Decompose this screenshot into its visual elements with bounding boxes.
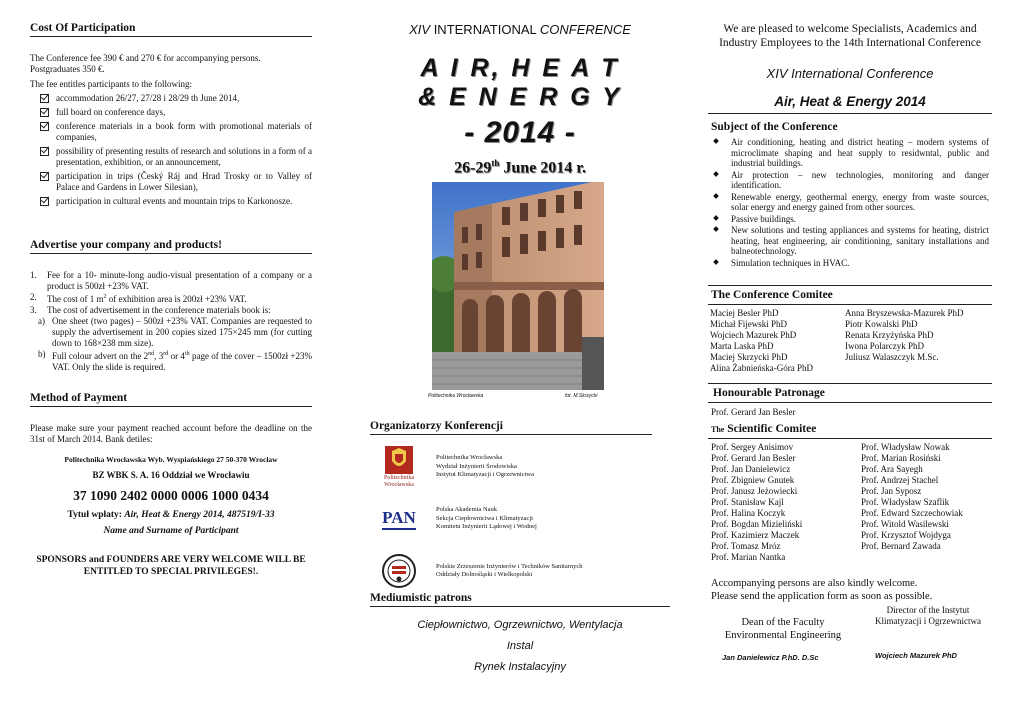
list-item: Prof. Janusz Jeżowiecki — [711, 486, 798, 496]
list-item: Prof. Tomasz Mróz — [711, 541, 781, 551]
director-signature-block: Director of the Instytut Klimatyzacji i Ogrzewnictwa — [875, 605, 981, 626]
welcome-text: We are pleased to welcome Specialists, Academics and Industry Employees to the 14th International Conference — [719, 23, 981, 49]
patronage-section — [708, 383, 992, 417]
list-item: Prof. Władysław Szaflik — [861, 497, 950, 507]
list-item: 3. The cost of advertisement in the conference materials book is: — [30, 305, 271, 315]
checkbox-icon — [40, 94, 49, 103]
list-item: Prof. Bogdan Mizieliński — [711, 519, 803, 529]
list-item: Maciej Skrzycki PhD — [710, 352, 788, 362]
university-crest-icon: Politechnika Wrocławska — [374, 445, 424, 489]
list-item: Air conditioning, heating and district heating – modern systems of microclimate shaping and heat supply to residwntal, public and industrial buildings. — [711, 137, 989, 169]
list-item: New solutions and testing appliances and systems for heating, district heating, heat engineering, air conditioning, sanitary installations and balneotechnology. — [711, 225, 989, 257]
fee-entitles: The fee entitles participants to the following: — [30, 79, 192, 89]
photo-caption-left: Politechnika Wrocławska — [428, 393, 484, 399]
list-item: 1. Fee for a 10- minute-long audio-visual presentation of a company or a product is 500zł +23% VAT. — [30, 270, 312, 291]
fees-list — [30, 270, 312, 316]
patron-name: Prof. Gerard Jan Besler — [708, 402, 992, 417]
title-year: - 2014 - — [464, 116, 576, 149]
checkbox-icon — [40, 172, 49, 181]
advertise-section — [30, 239, 312, 373]
checkbox-icon — [40, 147, 49, 156]
payment-section — [30, 392, 312, 578]
bullet-icon — [713, 138, 719, 144]
subject-section — [711, 121, 989, 269]
building-image — [432, 182, 604, 390]
list-item: Renewable energy, geothermal energy, energy from waste sources, solar energy and energy gained from other sources. — [711, 192, 989, 213]
title-line-1: A I R, H E A T — [420, 54, 620, 82]
sub-item-b: b) Full colour advert on the 2nd, 3rd or 4th page of the cover – 1500zł +23% VAT. Only the slide is required. — [38, 349, 313, 372]
list-item: conference materials in a book form with promotional materials of companies, — [30, 121, 312, 143]
dean-signature-block: Dean of the Faculty Environmental Engineering — [724, 617, 842, 641]
list-item: Prof. Stanisław Kajl — [711, 497, 784, 507]
list-item: Piotr Kowalski PhD — [845, 319, 918, 329]
conference-name: Air, Heat & Energy 2014 — [708, 94, 992, 114]
list-item: Prof. Bernard Zawada — [861, 541, 941, 551]
list-item: Prof. Ara Sayegh — [861, 464, 923, 474]
committee-header: The Conference Comitee — [711, 289, 833, 301]
list-item: Prof. Gerard Jan Besler — [711, 453, 796, 463]
closing-line: Please send the application form as soon as possible. — [711, 590, 933, 602]
bank-name: BZ WBK S. A. 16 Oddział we Wrocławiu — [92, 470, 250, 480]
media-patron: Instal — [506, 640, 534, 652]
list-item: Simulation techniques in HVAC. — [711, 258, 989, 269]
director-name: Wojciech Mazurek PhD — [875, 651, 957, 660]
bullet-icon — [713, 215, 719, 221]
building-photo — [432, 182, 604, 390]
cost-section — [30, 22, 312, 210]
list-item: Iwona Polarczyk PhD — [845, 341, 925, 351]
bullet-icon — [713, 259, 719, 265]
list-item: Prof. Krzysztof Wojdyga — [861, 530, 951, 540]
fee-paragraph: The Conference fee 390 € and 270 € for accompanying persons. Postgraduates 350 €. — [30, 53, 261, 74]
cost-header: Cost Of Participation — [30, 22, 312, 37]
list-item: Prof. Marian Nantka — [711, 552, 786, 562]
scientific-section — [708, 421, 992, 563]
organizers-header: Organizatorzy Konferencji — [370, 420, 652, 435]
list-item: Michał Fijewski PhD — [710, 319, 788, 329]
list-item: possibility of presenting results of research and solutions in a form of a presentation, exhibition, or an announcement, — [30, 146, 312, 168]
list-item: Prof. Halina Koczyk — [711, 508, 786, 518]
entitlement-list — [30, 93, 312, 207]
list-item: Prof. Sergey Anisimov — [711, 442, 794, 452]
list-item: Maciej Besler PhD — [710, 308, 779, 318]
scientific-header: The Scientific Comitee — [711, 423, 817, 435]
payment-paragraph: Please make sure your payment reached account before the deadline on the 31st of March 2014. Bank detiles: — [30, 423, 312, 444]
conference-dates: 26-29th June 2014 r. — [454, 158, 586, 177]
subject-header: Subject of the Conference — [711, 121, 838, 133]
bank-address: Politechnika Wrocławska Wyb. Wyspiańskiego 27 50-370 Wrocław — [64, 455, 278, 464]
dean-name: Jan Danielewicz P.hD. D.Sc — [722, 653, 819, 662]
checkbox-icon — [40, 108, 49, 117]
closing-line: Accompanying persons are also kindly welcome. — [711, 578, 918, 589]
list-item: Juliusz Walaszczyk M.Sc. — [845, 352, 939, 362]
conference-label: XIV INTERNATIONAL CONFERENCE — [409, 22, 631, 37]
closing-text — [711, 578, 991, 603]
patronage-header: Honourable Patronage — [713, 387, 825, 399]
list-item: Wojciech Mazurek PhD — [710, 330, 797, 340]
media-section — [370, 592, 670, 673]
list-item: Prof. Jan Syposz — [861, 486, 922, 496]
bullet-icon — [713, 193, 719, 199]
list-item: Prof. Jan Danielewicz — [711, 464, 791, 474]
payment-header: Method of Payment — [30, 392, 312, 407]
bullet-icon — [713, 171, 719, 177]
sponsors-note: SPONSORS and FOUNDERS ARE VERY WELCOME WILL BE ENTITLED TO SPECIAL PRIVILEGES!. — [36, 555, 306, 577]
subject-list — [711, 137, 989, 268]
pan-logo-icon: PAN — [374, 497, 424, 541]
bullet-icon — [713, 226, 719, 232]
list-item: Anna Bryszewska-Mazurek PhD — [845, 308, 964, 318]
list-item: Air protection – new technologies, monitoring and danger identification. — [711, 170, 989, 191]
list-item: Prof. Władysław Nowak — [861, 442, 950, 452]
advertise-header: Advertise your company and products! — [30, 239, 312, 254]
list-item: Renata Krzyżyńska PhD — [845, 330, 934, 340]
list-item: Passive buildings. — [711, 214, 989, 225]
organizer-row: PAN Polska Akademia Nauk Sekcja Ciepłownictwa i Klimatyzacji Komitetu Inżynierii Lądowej i Wodnej — [374, 497, 652, 541]
committee-section — [708, 285, 992, 374]
checkbox-icon — [40, 197, 49, 206]
pzits-seal-icon — [374, 549, 424, 593]
account-number: 37 1090 2402 0000 0006 1000 0434 — [73, 488, 269, 503]
list-item: participation in trips (Český Ráj and Hrad Trosky or to Valley of Palace and Gardens in Lower Silesian), — [30, 171, 312, 193]
list-item: Alina Żabnieńska-Góra PhD — [710, 363, 813, 373]
list-item: Prof. Andrzej Stachel — [861, 475, 939, 485]
checkbox-icon — [40, 122, 49, 131]
list-item: full board on conference days, — [30, 107, 312, 118]
list-item: accommodation 26/27, 27/28 i 28/29 th June 2014, — [30, 93, 312, 104]
conference-title: XIV International Conference — [766, 66, 934, 81]
media-patron: Ciepłownictwo, Ogrzewnictwo, Wentylacja — [417, 619, 623, 631]
media-header: Mediumistic patrons — [370, 592, 670, 607]
title-line-2: & E N E R G Y — [418, 83, 622, 111]
list-item: Prof. Edward Szczechowiak — [861, 508, 963, 518]
organizers-section — [370, 420, 652, 601]
list-item: Prof. Zbigniew Gnutek — [711, 475, 795, 485]
photo-caption-right: fot. M.Skrzycki — [565, 393, 598, 399]
organizer-row: Politechnika Wrocławska Politechnika Wrocławska Wydział Inżynierii Środowiska Instytut Klimatyzacji i Ogrzewnictwa — [374, 445, 652, 489]
list-item: Prof. Witold Wasilewski — [861, 519, 949, 529]
organizers-list — [370, 445, 652, 593]
list-item: 2. The cost of 1 $m^2$ of exhibition area is 200zł +23% VAT. — [30, 292, 247, 304]
sub-item-a: a) One sheet (two pages) – 500zł +23% VAT. Companies are requested to supply the advertisement in 200 copies sized 175×245 mm (for cutting down to 168×238 mm size). — [38, 316, 312, 348]
media-patron: Rynek Instalacyjny — [474, 661, 566, 673]
list-item: Marta Laska PhD — [710, 341, 774, 351]
list-item: participation in cultural events and mountain trips to Karkonosze. — [30, 196, 312, 207]
organizer-row: Polskie Zrzeszenie Inżynierów i Techników Sanitarnych Oddziały Dolnośląski i Wielkopolski — [374, 549, 652, 593]
participant-name-line: Name and Surname of Participant — [103, 526, 239, 536]
list-item: Prof. Marian Rosiński — [861, 453, 941, 463]
transfer-title: Tytuł wpłaty: Air, Heat & Energy 2014, 487519/I-33 — [67, 510, 275, 520]
list-item: Prof. Kazimierz Maczek — [711, 530, 800, 540]
